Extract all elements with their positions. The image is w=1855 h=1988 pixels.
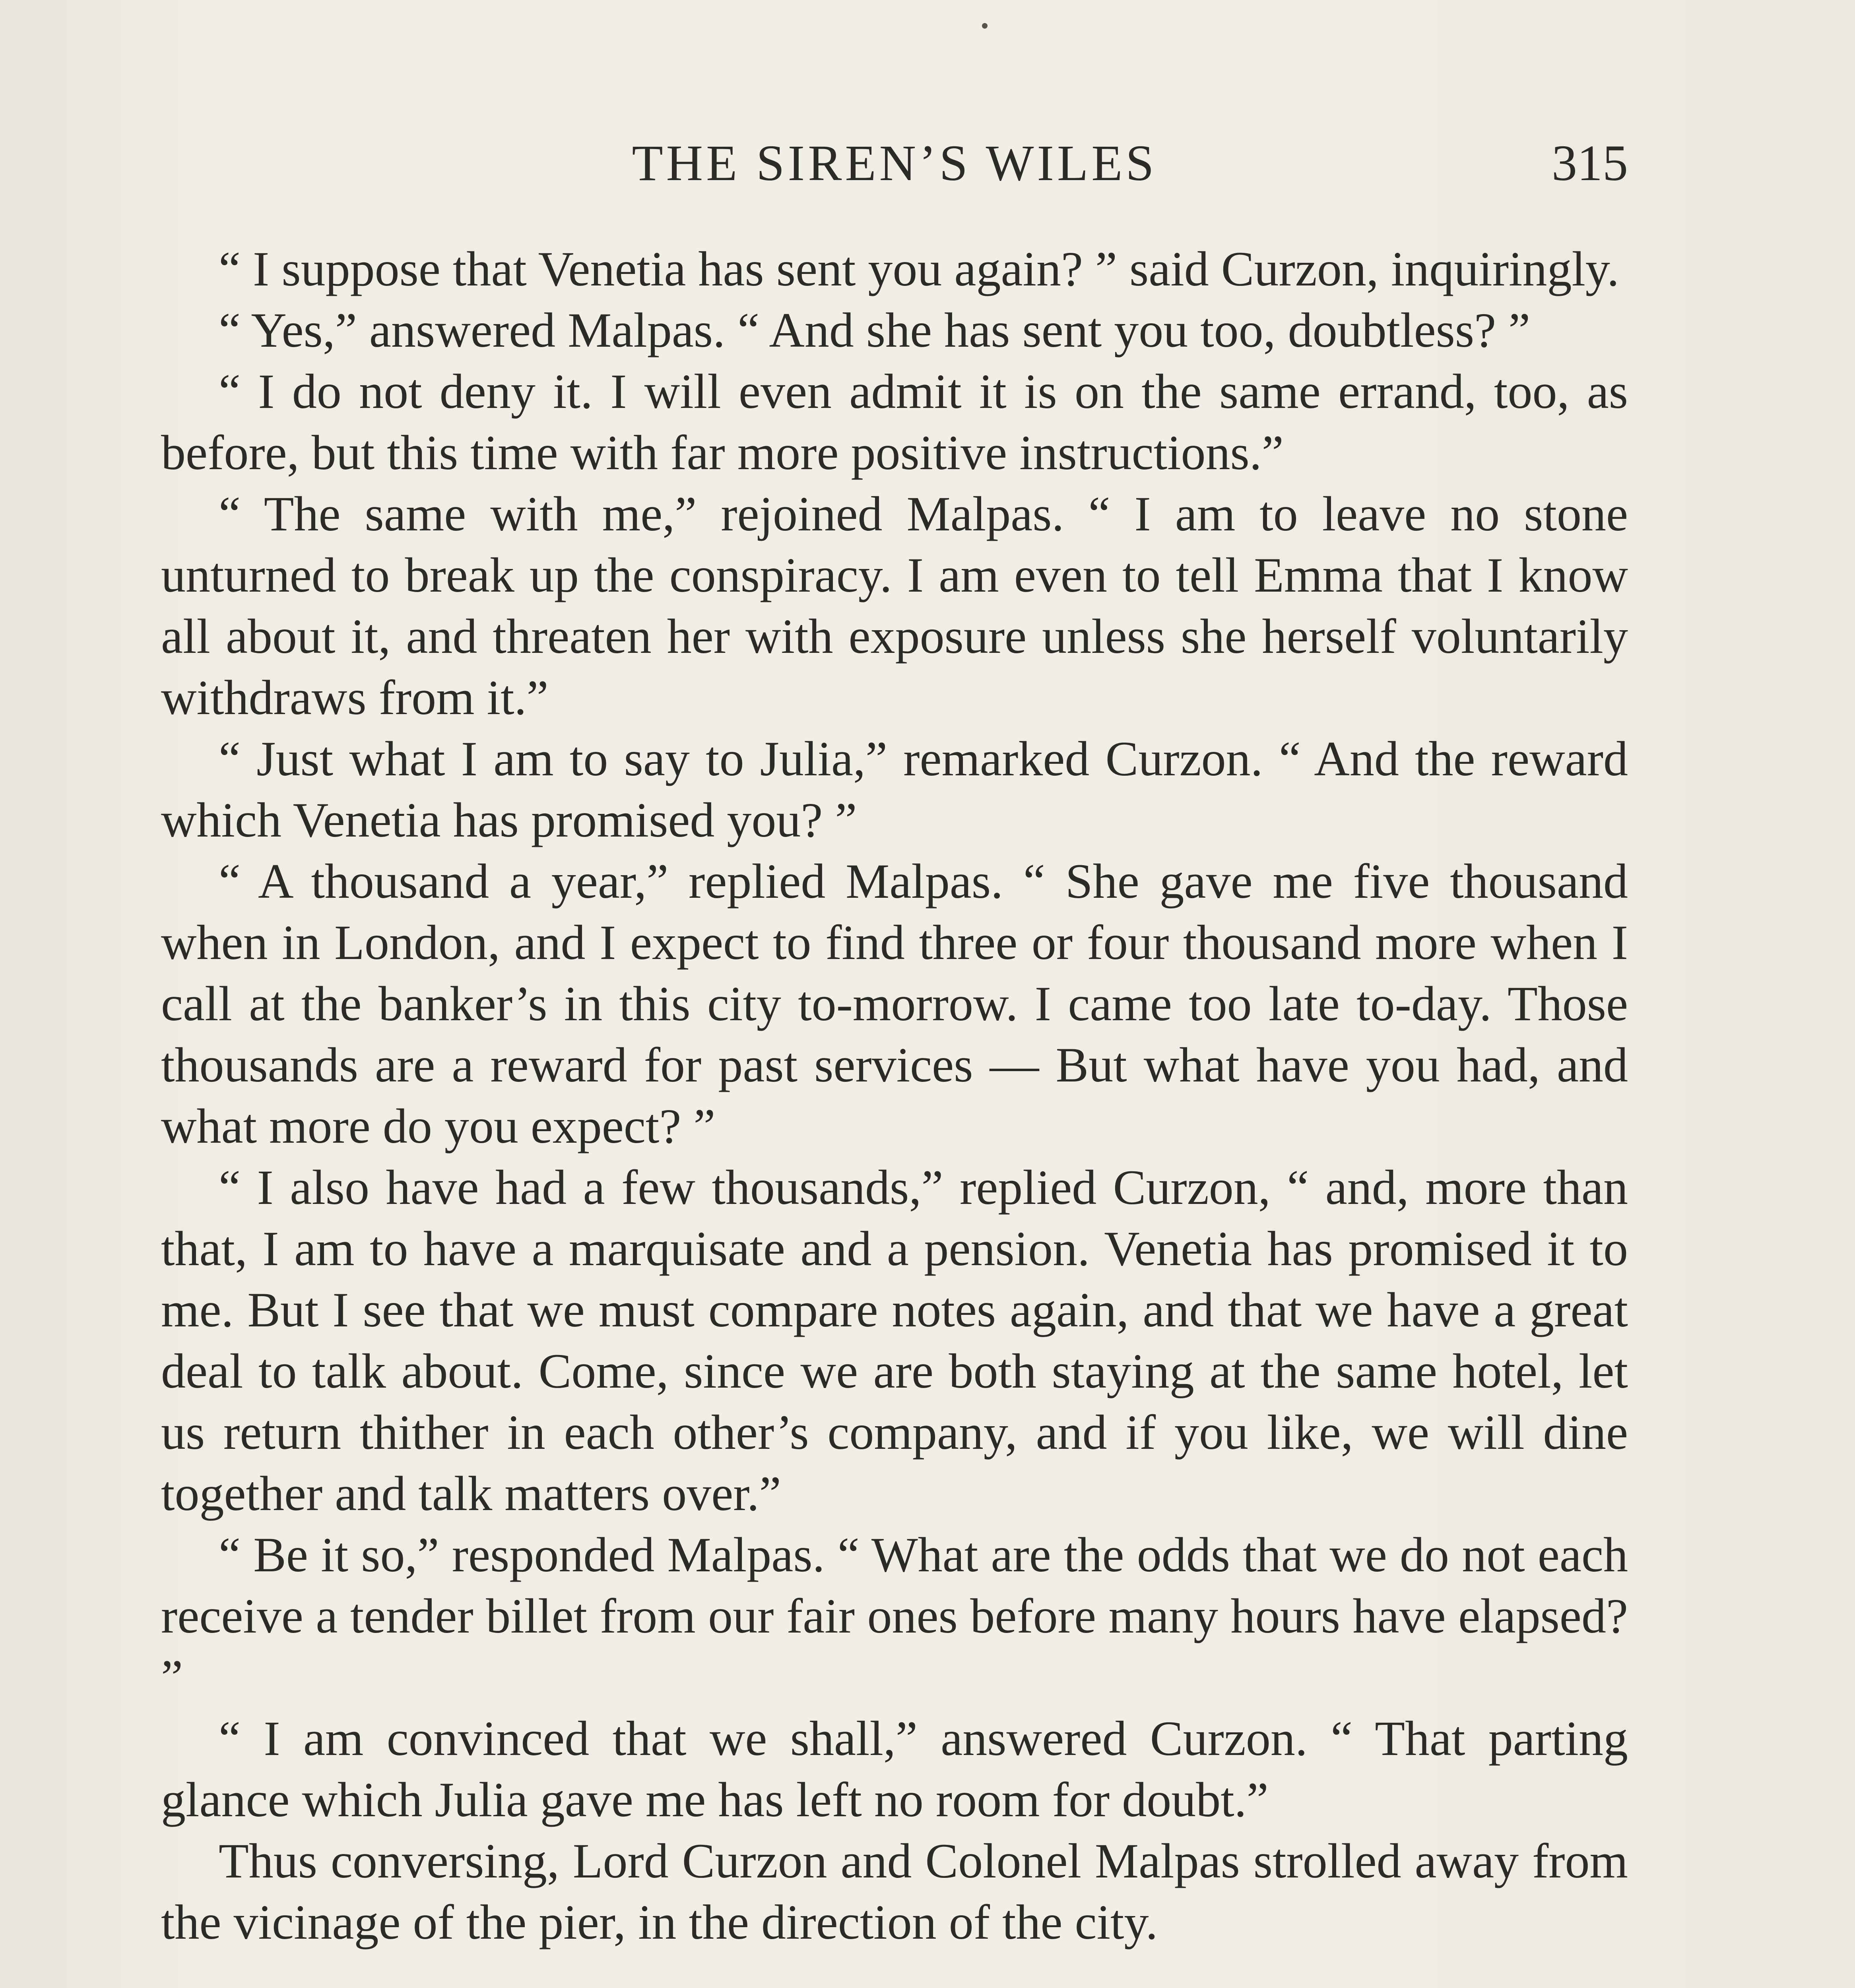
running-head: THE SIREN’S WILES <box>632 135 1157 191</box>
ink-speck <box>982 23 988 29</box>
paragraph-9: “ I am convinced that we shall,” answered Curzon. “ That parting glance which Julia gave me has left no room for doubt.” <box>161 1711 1628 1827</box>
page-header <box>161 131 1628 195</box>
paragraph-6: “ A thousand a year,” replied Malpas. “ She gave me five thousand when in London, and I expect to find three or four thousand more when I call at the banker’s in this city to-morrow. I came too late to-day. Those thousands are a reward for past services — But what have you had, and what more do you expect? ” <box>161 854 1628 1153</box>
paragraph-1: “ I suppose that Venetia has sent you again? ” said Curzon, inquiringly. <box>219 242 1619 296</box>
paragraph-2: “ Yes,” answered Malpas. “ And she has sent you too, doubtless? ” <box>219 303 1531 357</box>
paragraph-10: Thus conversing, Lord Curzon and Colonel Malpas strolled away from the vicinage of the pier, in the direction of the city. <box>161 1834 1628 1949</box>
paragraph-4: “ The same with me,” rejoined Malpas. “ I am to leave no stone unturned to break up the conspiracy. I am even to tell Emma that I know all about it, and threaten her with exposure unless she herself voluntarily withdraws from it.” <box>161 487 1628 725</box>
paragraph-3: “ I do not deny it. I will even admit it is on the same errand, too, as before, but this time with far more positive instructions.” <box>161 364 1628 480</box>
paragraph-5: “ Just what I am to say to Julia,” remarked Curzon. “ And the reward which Venetia has promised you? ” <box>161 732 1628 847</box>
paragraph-7: “ I also have had a few thousands,” replied Curzon, “ and, more than that, I am to have a marquisate and a pension. Venetia has promised it to me. But I see that we must compare notes again, and that we have a great deal to talk about. Come, since we are both staying at the same hotel, let us return thither in each other’s company, and if you like, we will dine together and talk matters over.” <box>161 1160 1628 1521</box>
body-text <box>161 239 1628 1953</box>
paragraph-8: “ Be it so,” responded Malpas. “ What are the odds that we do not each receive a tender billet from our fair ones before many hours have elapsed? ” <box>161 1528 1628 1705</box>
page-number: 315 <box>1552 135 1628 191</box>
